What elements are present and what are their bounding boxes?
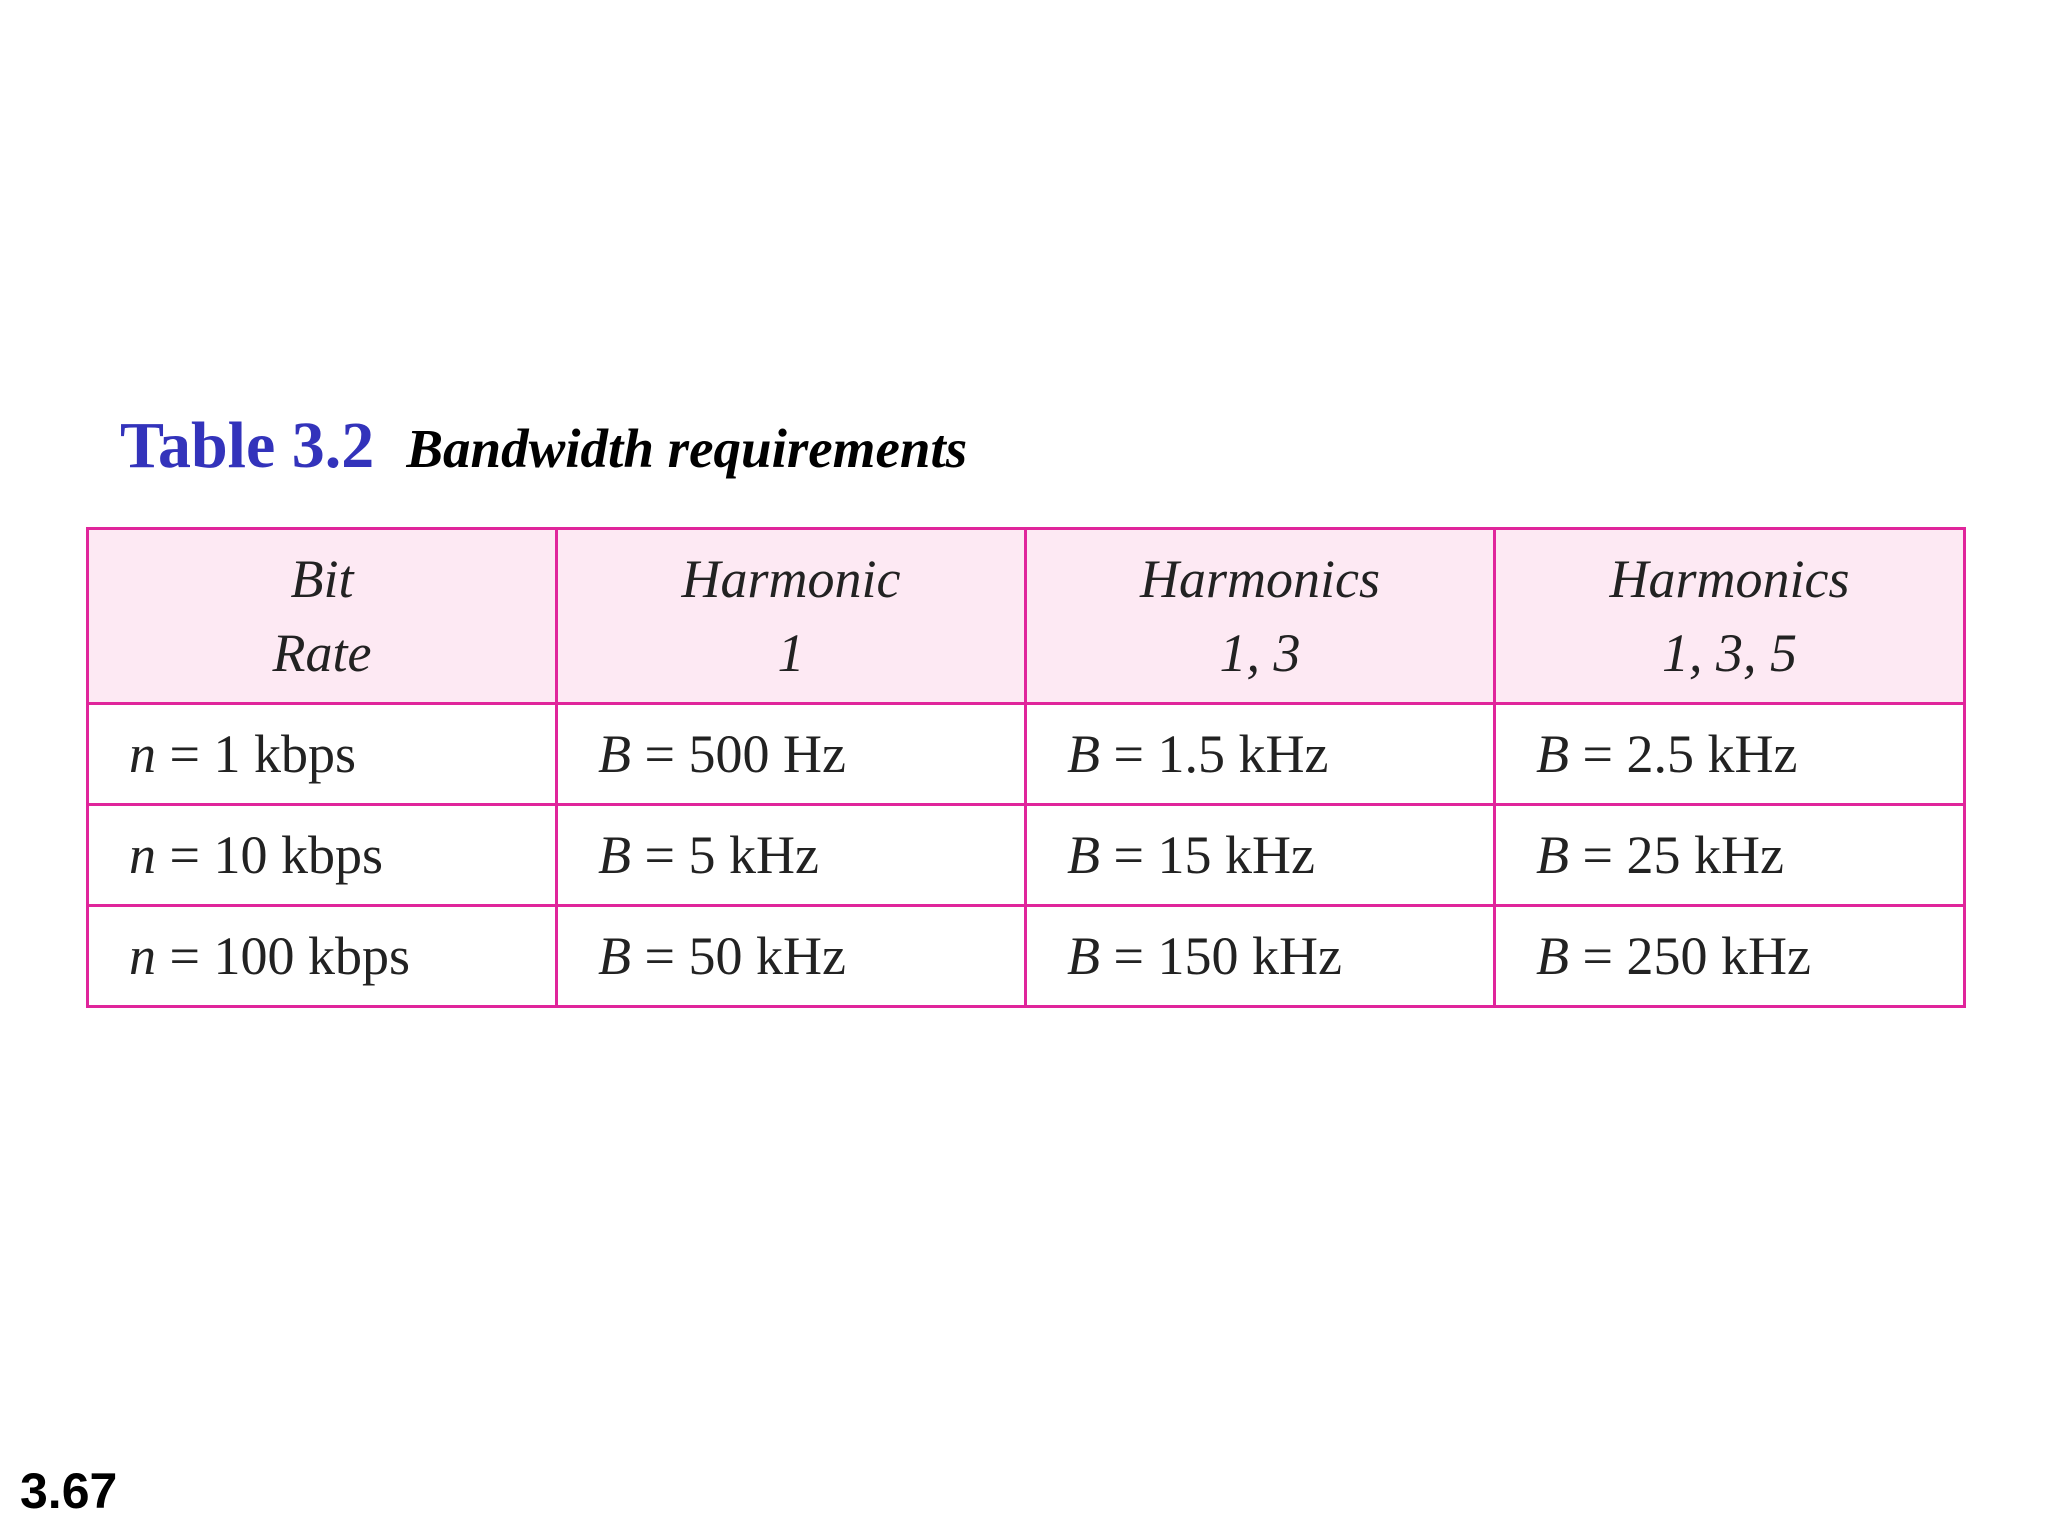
cell-value: = 25 kHz	[1569, 825, 1784, 885]
table-number: Table 3.2	[120, 409, 375, 482]
bandwidth-table	[86, 527, 1966, 1008]
table-caption	[120, 408, 967, 484]
table-row	[88, 704, 1965, 805]
cell-value: = 10 kbps	[156, 825, 383, 885]
header-harmonic-1	[557, 529, 1026, 704]
cell-variable: B	[1536, 926, 1569, 986]
table-row	[88, 805, 1965, 906]
cell-value: = 250 kHz	[1569, 926, 1811, 986]
table-cell	[88, 704, 557, 805]
table-row	[88, 906, 1965, 1007]
table-cell	[1026, 906, 1495, 1007]
cell-value: = 50 kHz	[631, 926, 846, 986]
cell-variable: B	[598, 724, 631, 784]
cell-value: = 1 kbps	[156, 724, 356, 784]
header-line: Harmonics	[1609, 549, 1850, 609]
table-cell	[88, 805, 557, 906]
cell-value: = 100 kbps	[156, 926, 410, 986]
cell-variable: n	[129, 926, 156, 986]
cell-variable: B	[1067, 724, 1100, 784]
cell-variable: n	[129, 825, 156, 885]
table-cell	[88, 906, 557, 1007]
table-cell	[1495, 906, 1965, 1007]
cell-value: = 1.5 kHz	[1100, 724, 1329, 784]
cell-variable: B	[598, 926, 631, 986]
header-line: 1	[777, 623, 805, 683]
table-cell	[557, 906, 1026, 1007]
header-bit-rate	[88, 529, 557, 704]
header-line: Bit	[290, 549, 354, 609]
table-cell	[557, 805, 1026, 906]
cell-variable: B	[1067, 926, 1100, 986]
cell-value: = 500 Hz	[631, 724, 846, 784]
page-number: 3.67	[20, 1463, 118, 1519]
header-line: 1, 3, 5	[1662, 623, 1797, 683]
cell-value: = 5 kHz	[631, 825, 819, 885]
header-harmonics-1-3-5	[1495, 529, 1965, 704]
header-row	[88, 529, 1965, 704]
header-line: Harmonic	[681, 549, 901, 609]
cell-variable: B	[1067, 825, 1100, 885]
header-line: 1, 3	[1219, 623, 1301, 683]
cell-variable: B	[1536, 724, 1569, 784]
header-line: Harmonics	[1140, 549, 1380, 609]
cell-value: = 150 kHz	[1100, 926, 1342, 986]
table-cell	[1026, 704, 1495, 805]
cell-value: = 2.5 kHz	[1569, 724, 1798, 784]
table-cell	[1026, 805, 1495, 906]
table-cell	[1495, 704, 1965, 805]
header-harmonics-1-3	[1026, 529, 1495, 704]
cell-value: = 15 kHz	[1100, 825, 1315, 885]
cell-variable: B	[1536, 825, 1569, 885]
table-cell	[1495, 805, 1965, 906]
table-cell	[557, 704, 1026, 805]
table-title: Bandwidth requirements	[406, 418, 968, 479]
header-line: Rate	[272, 623, 372, 683]
cell-variable: n	[129, 724, 156, 784]
cell-variable: B	[598, 825, 631, 885]
